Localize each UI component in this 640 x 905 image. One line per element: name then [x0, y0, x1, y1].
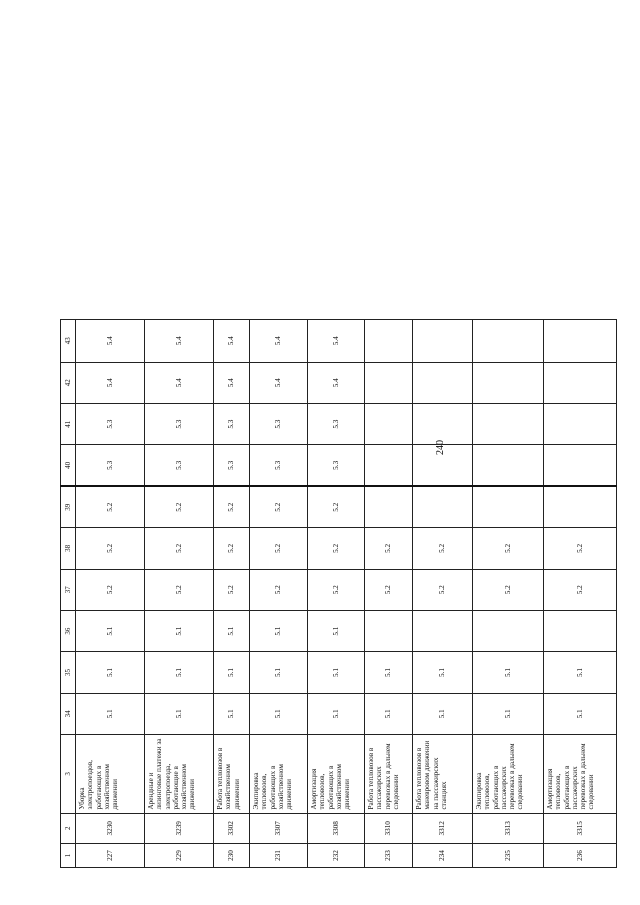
value-cell: [473, 445, 544, 486]
row-number-cell: 234: [413, 844, 473, 868]
value-cell: 5.2: [76, 486, 145, 527]
value-cell: 5.1: [473, 652, 544, 693]
value-cell: [473, 610, 544, 651]
table-row: [250, 320, 308, 868]
value-cell: 5.1: [76, 610, 145, 651]
value-cell: 5.1: [365, 693, 413, 734]
value-cell: 5.1: [214, 693, 250, 734]
table-row: [413, 320, 473, 868]
row-number-cell: 232: [308, 844, 365, 868]
header-cell: 34: [61, 693, 76, 734]
value-cell: 5.1: [308, 693, 365, 734]
header-cell: 41: [61, 403, 76, 444]
value-cell: 5.3: [214, 445, 250, 486]
value-cell: 5.1: [214, 610, 250, 651]
value-cell: 5.1: [365, 652, 413, 693]
value-cell: 5.2: [413, 569, 473, 610]
description-cell: Уборка электропоездов, работающих в хозяйственном движении: [76, 735, 145, 813]
value-cell: 5.4: [214, 362, 250, 403]
table-row: [544, 320, 617, 868]
value-cell: 5.4: [214, 320, 250, 363]
value-cell: 5.4: [145, 362, 214, 403]
value-cell: [473, 320, 544, 363]
data-table: [60, 319, 617, 868]
description-cell: Работа тепловозов в маневровом движении на пассажирских станциях: [413, 735, 473, 813]
header-cell: 35: [61, 652, 76, 693]
value-cell: 5.3: [308, 445, 365, 486]
value-cell: [413, 610, 473, 651]
value-cell: 5.2: [250, 486, 308, 527]
value-cell: 5.2: [544, 528, 617, 569]
header-cell: 39: [61, 486, 76, 527]
table-row: [145, 320, 214, 868]
value-cell: 5.4: [308, 320, 365, 363]
value-cell: 5.1: [544, 693, 617, 734]
value-cell: 5.2: [473, 528, 544, 569]
value-cell: 5.1: [250, 610, 308, 651]
value-cell: [365, 362, 413, 403]
code-cell: 3312: [413, 813, 473, 844]
value-cell: 5.2: [214, 569, 250, 610]
value-cell: [473, 486, 544, 527]
header-cell: 38: [61, 528, 76, 569]
row-number-cell: 229: [145, 844, 214, 868]
value-cell: [413, 486, 473, 527]
value-cell: [365, 486, 413, 527]
value-cell: 5.1: [214, 652, 250, 693]
value-cell: [473, 403, 544, 444]
value-cell: 5.1: [145, 610, 214, 651]
value-cell: 5.2: [308, 569, 365, 610]
page-number-text: 240: [434, 439, 446, 455]
value-cell: 5.2: [250, 528, 308, 569]
value-cell: 5.1: [413, 693, 473, 734]
header-cell: 40: [61, 445, 76, 486]
value-cell: 5.2: [473, 569, 544, 610]
value-cell: 5.2: [308, 486, 365, 527]
value-cell: 5.3: [214, 403, 250, 444]
value-cell: [413, 362, 473, 403]
row-number-cell: 236: [544, 844, 617, 868]
header-cell: 1: [61, 844, 76, 868]
table-row: [308, 320, 365, 868]
description-cell: Экипировка тепловозов, работающих в пассажирских перевозках в дальнем следовании: [473, 735, 544, 813]
value-cell: [413, 320, 473, 363]
table-row: [214, 320, 250, 868]
value-cell: 5.1: [544, 652, 617, 693]
value-cell: 5.3: [250, 445, 308, 486]
header-cell: 42: [61, 362, 76, 403]
description-cell: Работа тепловозов в пассажирских перевозках в дальнем следовании: [365, 735, 413, 813]
header-cell: 36: [61, 610, 76, 651]
table-row: [473, 320, 544, 868]
value-cell: 5.3: [76, 445, 145, 486]
value-cell: 5.1: [308, 652, 365, 693]
table-row: [365, 320, 413, 868]
value-cell: 5.2: [145, 486, 214, 527]
value-cell: 5.1: [308, 610, 365, 651]
value-cell: [365, 403, 413, 444]
value-cell: [544, 445, 617, 486]
row-number-cell: 235: [473, 844, 544, 868]
value-cell: [544, 320, 617, 363]
value-cell: 5.2: [308, 528, 365, 569]
value-cell: 5.2: [76, 569, 145, 610]
value-cell: [544, 362, 617, 403]
value-cell: [473, 362, 544, 403]
description-cell: Амортизация тепловозов, работающих в хозяйственном движении: [308, 735, 365, 813]
row-number-cell: 233: [365, 844, 413, 868]
header-cell: 2: [61, 813, 76, 844]
header-cell: 43: [61, 320, 76, 363]
value-cell: 5.2: [365, 528, 413, 569]
value-cell: 5.2: [214, 486, 250, 527]
table-row: [76, 320, 145, 868]
value-cell: 5.1: [473, 693, 544, 734]
value-cell: 5.1: [76, 693, 145, 734]
value-cell: 5.2: [76, 528, 145, 569]
value-cell: 5.3: [145, 445, 214, 486]
code-cell: 3230: [76, 813, 145, 844]
row-number-cell: 227: [76, 844, 145, 868]
code-cell: 3315: [544, 813, 617, 844]
value-cell: 5.4: [76, 362, 145, 403]
value-cell: 5.1: [250, 652, 308, 693]
code-cell: 3307: [250, 813, 308, 844]
value-cell: [544, 486, 617, 527]
value-cell: 5.1: [413, 652, 473, 693]
value-cell: 5.1: [145, 652, 214, 693]
header-cell: 3: [61, 735, 76, 813]
value-cell: 5.3: [308, 403, 365, 444]
code-cell: 3302: [214, 813, 250, 844]
value-cell: [365, 445, 413, 486]
value-cell: 5.2: [214, 528, 250, 569]
value-cell: 5.1: [76, 652, 145, 693]
value-cell: 5.3: [250, 403, 308, 444]
value-cell: 5.2: [544, 569, 617, 610]
value-cell: 5.1: [145, 693, 214, 734]
code-cell: 3313: [473, 813, 544, 844]
rotated-table-container: [60, 319, 596, 868]
value-cell: 5.2: [365, 569, 413, 610]
value-cell: [544, 403, 617, 444]
value-cell: [413, 403, 473, 444]
value-cell: 5.1: [250, 693, 308, 734]
description-cell: Арендные и лизинговые платежи за электропоезда, работающие в хозяйственном движении: [145, 735, 214, 813]
value-cell: [365, 320, 413, 363]
value-cell: [365, 610, 413, 651]
value-cell: 5.2: [413, 528, 473, 569]
code-cell: 3310: [365, 813, 413, 844]
value-cell: 5.4: [76, 320, 145, 363]
row-number-cell: 230: [214, 844, 250, 868]
description-cell: Амортизация тепловозов, работающих в пассажирских перевозках в дальнем следовании: [544, 735, 617, 813]
value-cell: 5.2: [145, 528, 214, 569]
description-cell: Экипировка тепловозов, работающих в хозяйственном движении: [250, 735, 308, 813]
code-cell: 3239: [145, 813, 214, 844]
value-cell: 5.2: [250, 569, 308, 610]
value-cell: 5.3: [145, 403, 214, 444]
description-cell: Работа тепловозов в хозяйственном движении: [214, 735, 250, 813]
header-row: [61, 320, 76, 868]
value-cell: 5.4: [250, 320, 308, 363]
row-number-cell: 231: [250, 844, 308, 868]
value-cell: [413, 445, 473, 486]
code-cell: 3308: [308, 813, 365, 844]
header-cell: 37: [61, 569, 76, 610]
value-cell: 5.4: [308, 362, 365, 403]
value-cell: 5.4: [250, 362, 308, 403]
value-cell: 5.3: [76, 403, 145, 444]
value-cell: 5.4: [145, 320, 214, 363]
value-cell: [544, 610, 617, 651]
value-cell: 5.2: [145, 569, 214, 610]
